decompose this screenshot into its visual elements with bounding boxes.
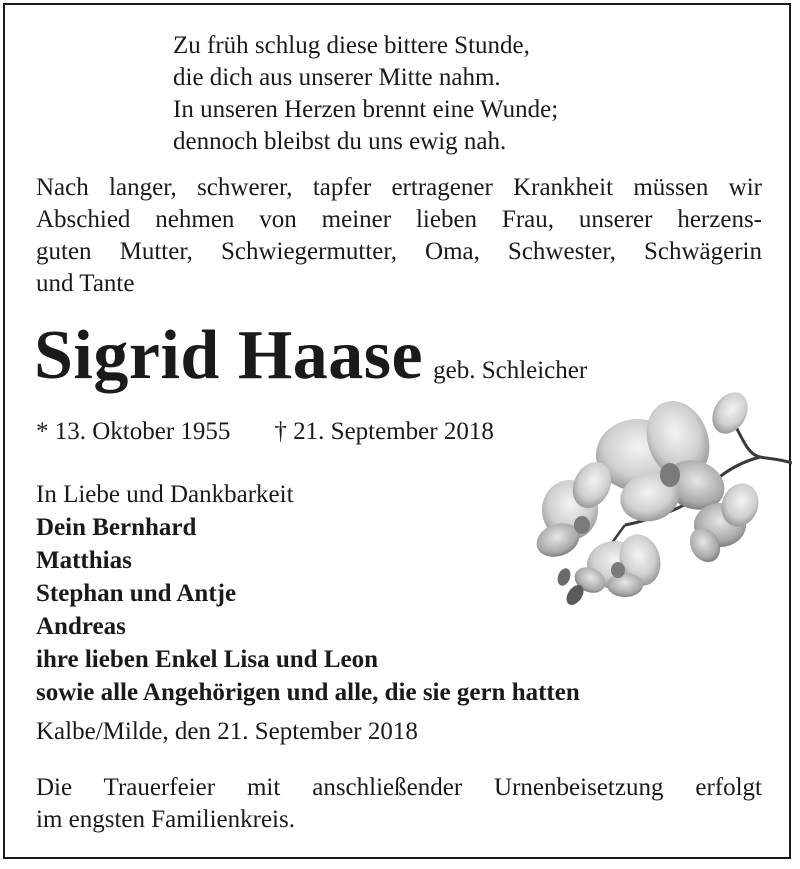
mourners-intro: In Liebe und Dankbarkeit	[36, 481, 294, 508]
funeral-notice	[36, 772, 762, 836]
funeral-line: Die Trauerfeier mit anschließender Urnenbeisetzung erfolgt	[36, 774, 762, 801]
intro-line: guten Mutter, Schwiegermutter, Oma, Schwester, Schwägerin	[36, 238, 762, 265]
mourner-name: ihre lieben Enkel Lisa und Leon	[36, 646, 378, 673]
mourner-name: Matthias	[36, 547, 132, 574]
place-date: Kalbe/Milde, den 21. September 2018	[36, 718, 418, 745]
deceased-name-row	[34, 318, 587, 394]
intro-line: und Tante	[36, 270, 135, 297]
life-dates	[36, 416, 494, 448]
memorial-poem	[173, 30, 558, 158]
funeral-line: im engsten Familienkreis.	[36, 806, 295, 833]
birth-date: * 13. Oktober 1955	[36, 418, 231, 445]
intro-line: Nach langer, schwerer, tapfer ertragener Krankheit müssen wir	[36, 174, 762, 201]
mourner-name: Andreas	[36, 613, 126, 640]
intro-paragraph	[36, 172, 762, 300]
death-date: † 21. September 2018	[274, 418, 494, 445]
mourner-name: Dein Bernhard	[36, 514, 197, 541]
poem-line: dennoch bleibst du uns ewig nah.	[173, 128, 507, 155]
poem-line: Zu früh schlug diese bittere Stunde,	[173, 32, 530, 59]
mourner-name: sowie alle Angehörigen und alle, die sie gern hatten	[36, 679, 580, 706]
mourner-name: Stephan und Antje	[36, 580, 237, 607]
poem-line: In unseren Herzen brennt eine Wunde;	[173, 96, 559, 123]
intro-line: Abschied nehmen von meiner lieben Frau, unserer herzens-	[36, 206, 762, 233]
mourners-list	[36, 478, 580, 709]
poem-line: die dich aus unserer Mitte nahm.	[173, 64, 501, 91]
maiden-name: geb. Schleicher	[433, 357, 588, 384]
deceased-name: Sigrid Haase	[34, 317, 424, 394]
